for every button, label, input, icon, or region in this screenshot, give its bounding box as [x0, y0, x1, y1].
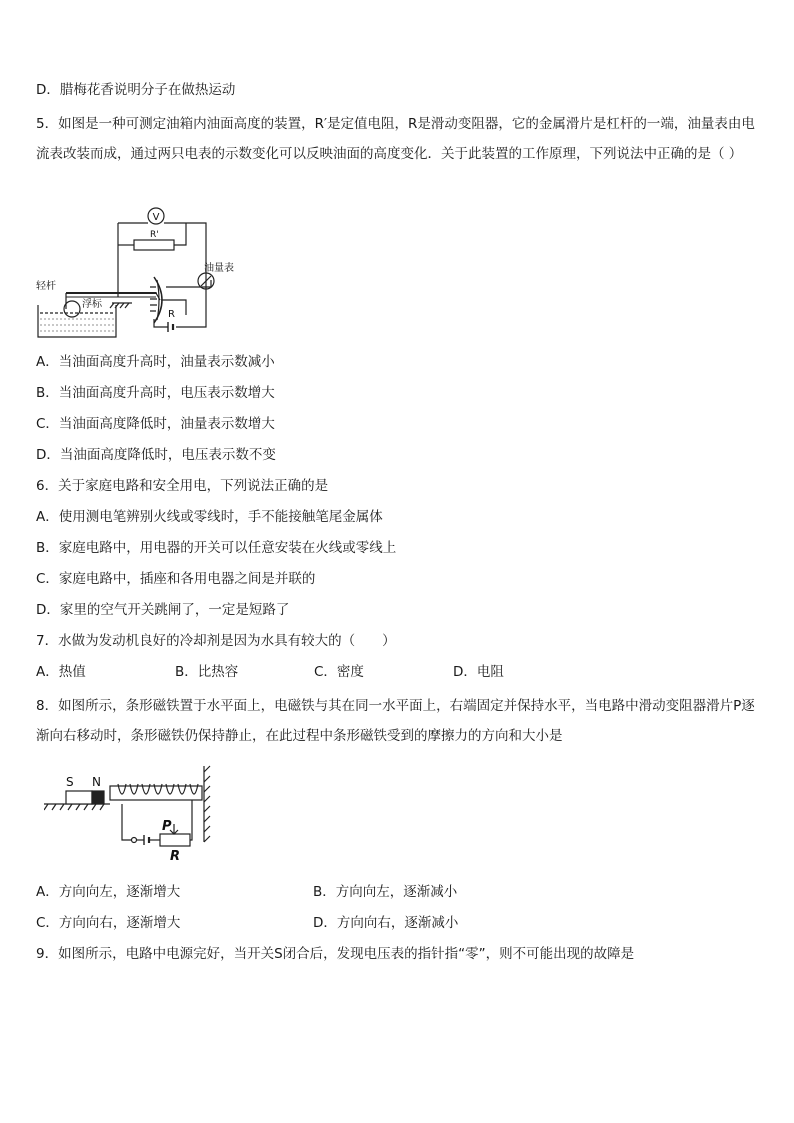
q5-label-r-prime: R' — [150, 230, 159, 240]
q4-option-d: D．腊梅花香说明分子在做热运动 — [36, 82, 236, 98]
q6-option-b: B．家庭电路中，用电器的开关可以任意安装在火线或零线上 — [36, 540, 397, 556]
q5-option-c: C．当油面高度降低时，油量表示数增大 — [36, 416, 275, 432]
q7-stem: 7．水做为发动机良好的冷却剂是因为水具有较大的（ ） — [36, 633, 396, 649]
q5-label-float: 浮标 — [82, 299, 102, 310]
q8-option-c: C．方向向右，逐渐增大 — [36, 915, 181, 931]
q5-option-d: D．当油面高度降低时，电压表示数不变 — [36, 447, 276, 463]
q7-option-b: B．比热容 — [175, 664, 239, 680]
q6-option-a: A．使用测电笔辨别火线或零线时，手不能接触笔尾金属体 — [36, 509, 383, 525]
q8-label-s: S — [66, 775, 74, 789]
q8-label-r: R — [170, 849, 181, 864]
q8-electromagnet-diagram — [44, 764, 214, 866]
q8-stem: 8．如图所示，条形磁铁置于水平面上，电磁铁与其在同一水平面上，右端固定并保持水平，当电路中滑动变阻器滑片P逐渐向右移动时，条形磁铁仍保持静止，在此过程中条形磁铁受到的摩擦力的方向和大小是 — [36, 698, 755, 744]
q8-option-d: D．方向向右，逐渐减小 — [313, 915, 459, 931]
q7-option-d: D．电阻 — [453, 664, 504, 680]
q6-option-d: D．家里的空气开关跳闸了，一定是短路了 — [36, 602, 290, 618]
q8-label-n: N — [92, 775, 101, 789]
q5-label-lever: 轻杆 — [36, 281, 56, 292]
q6-option-c: C．家庭电路中，插座和各用电器之间是并联的 — [36, 571, 316, 587]
q5-option-b: B．当油面高度升高时，电压表示数增大 — [36, 385, 275, 401]
q9-stem: 9．如图所示，电路中电源完好，当开关S闭合后，发现电压表的指针指“零”，则不可能出现的故障是 — [36, 946, 635, 962]
q5-oil-gauge-diagram — [36, 205, 256, 345]
q8-option-b: B．方向向左，逐渐减小 — [313, 884, 458, 900]
q5-label-r: R — [168, 309, 175, 320]
q7-option-a: A．热值 — [36, 664, 86, 680]
q6-stem: 6．关于家庭电路和安全用电，下列说法正确的是 — [36, 478, 329, 494]
q5-option-a: A．当油面高度升高时，油量表示数减小 — [36, 354, 275, 370]
q5-label-oil-meter: 油量表 — [204, 263, 234, 274]
q5-stem: 5．如图是一种可测定油箱内油面高度的装置，R′是定值电阻，R是滑动变阻器，它的金属滑片是杠杆的一端，油量表由电流表改装而成，通过两只电表的示数变化可以反映油面的高度变化．关于此装置的工作原理，下列说法中正确的是（ ） — [36, 116, 755, 162]
q8-option-a: A．方向向左，逐渐增大 — [36, 884, 181, 900]
q7-option-c: C．密度 — [314, 664, 364, 680]
q5-label-voltmeter: V — [152, 212, 160, 223]
q8-label-p: P — [162, 819, 172, 834]
